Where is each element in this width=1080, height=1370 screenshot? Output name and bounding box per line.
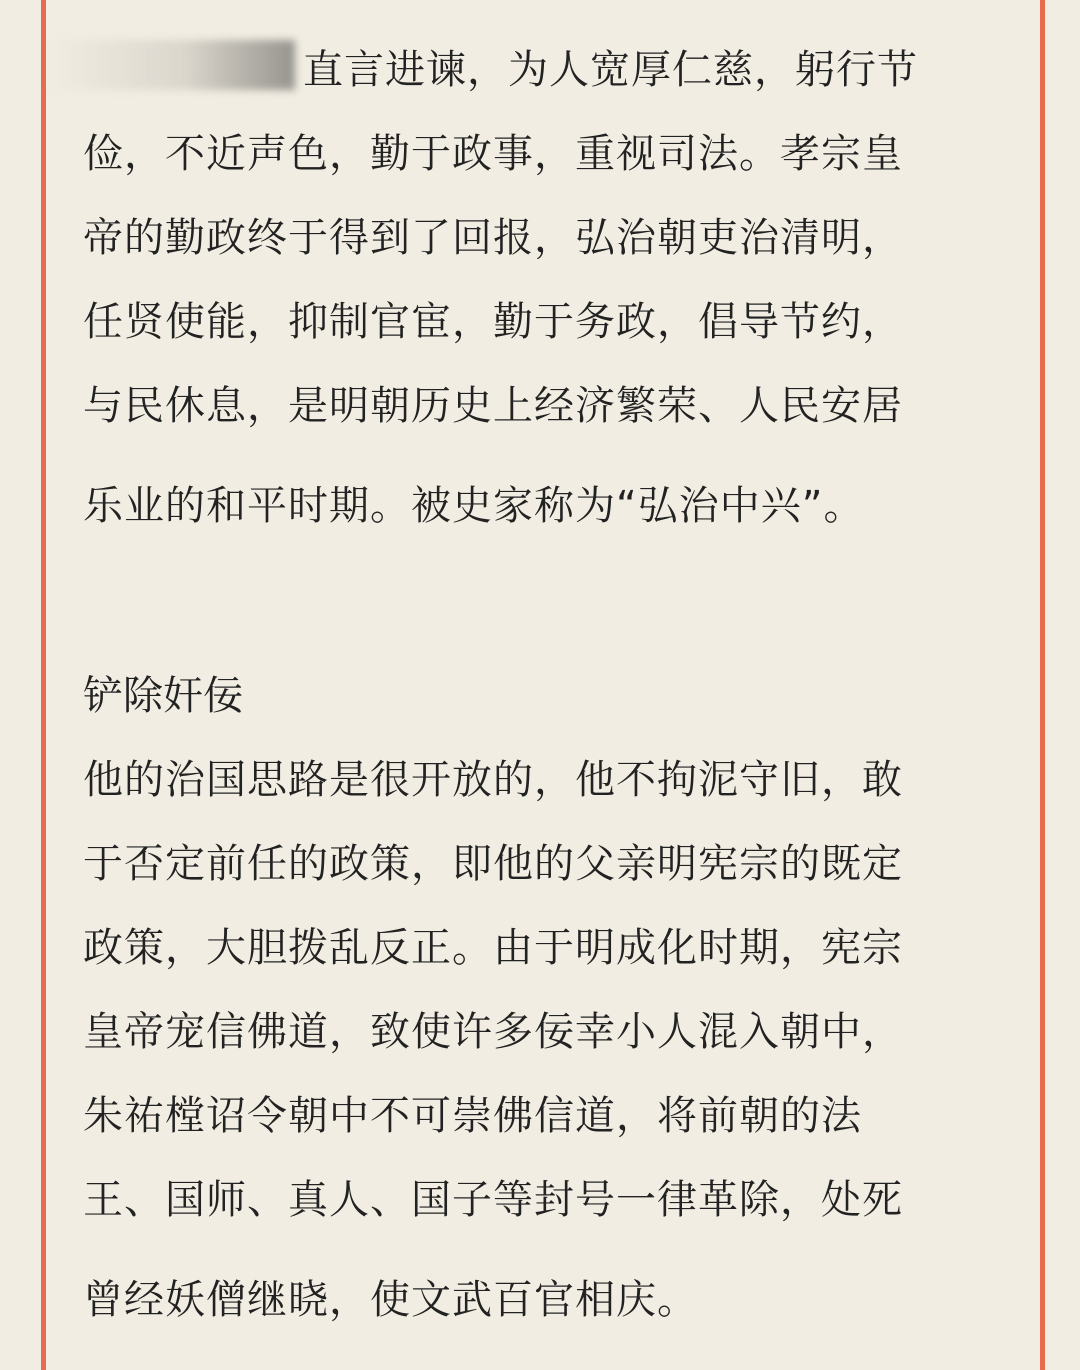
text-line: 于否定前任的政策，即他的父亲明宪宗的既定 — [83, 841, 903, 887]
text-line: 帝的勤政终于得到了回报，弘治朝吏治清明， — [83, 215, 903, 261]
text-line: 乐业的和平时期。被史家称为“弘治中兴”。 — [83, 483, 865, 529]
section-heading: 铲除奸佞 — [83, 673, 243, 719]
text-line: 任贤使能，抑制官宦，勤于务政，倡导节约， — [83, 299, 903, 345]
left-border-rule — [41, 0, 46, 1370]
text-line: 曾经妖僧继晓，使文武百官相庆。 — [83, 1277, 698, 1323]
text-line: 与民休息，是明朝历史上经济繁荣、人民安居 — [83, 383, 903, 429]
text-line: 直言进谏，为人宽厚仁慈，躬行节 — [303, 47, 918, 93]
text-line: 政策，大胆拨乱反正。由于明成化时期，宪宗 — [83, 925, 903, 971]
text-line: 俭，不近声色，勤于政事，重视司法。孝宗皇 — [83, 131, 903, 177]
article-body — [83, 28, 973, 1342]
right-border-rule — [1040, 0, 1045, 1370]
text-line: 王、国师、真人、国子等封号一律革除，处死 — [83, 1177, 903, 1223]
text-line: 朱祐樘诏令朝中不可崇佛信道，将前朝的法 — [83, 1093, 862, 1139]
text-line: 皇帝宠信佛道，致使许多佞幸小人混入朝中， — [83, 1009, 903, 1055]
text-line: 他的治国思路是很开放的，他不拘泥守旧，敢 — [83, 757, 903, 803]
paragraph-body — [83, 738, 973, 1342]
paragraph-intro — [83, 28, 973, 548]
